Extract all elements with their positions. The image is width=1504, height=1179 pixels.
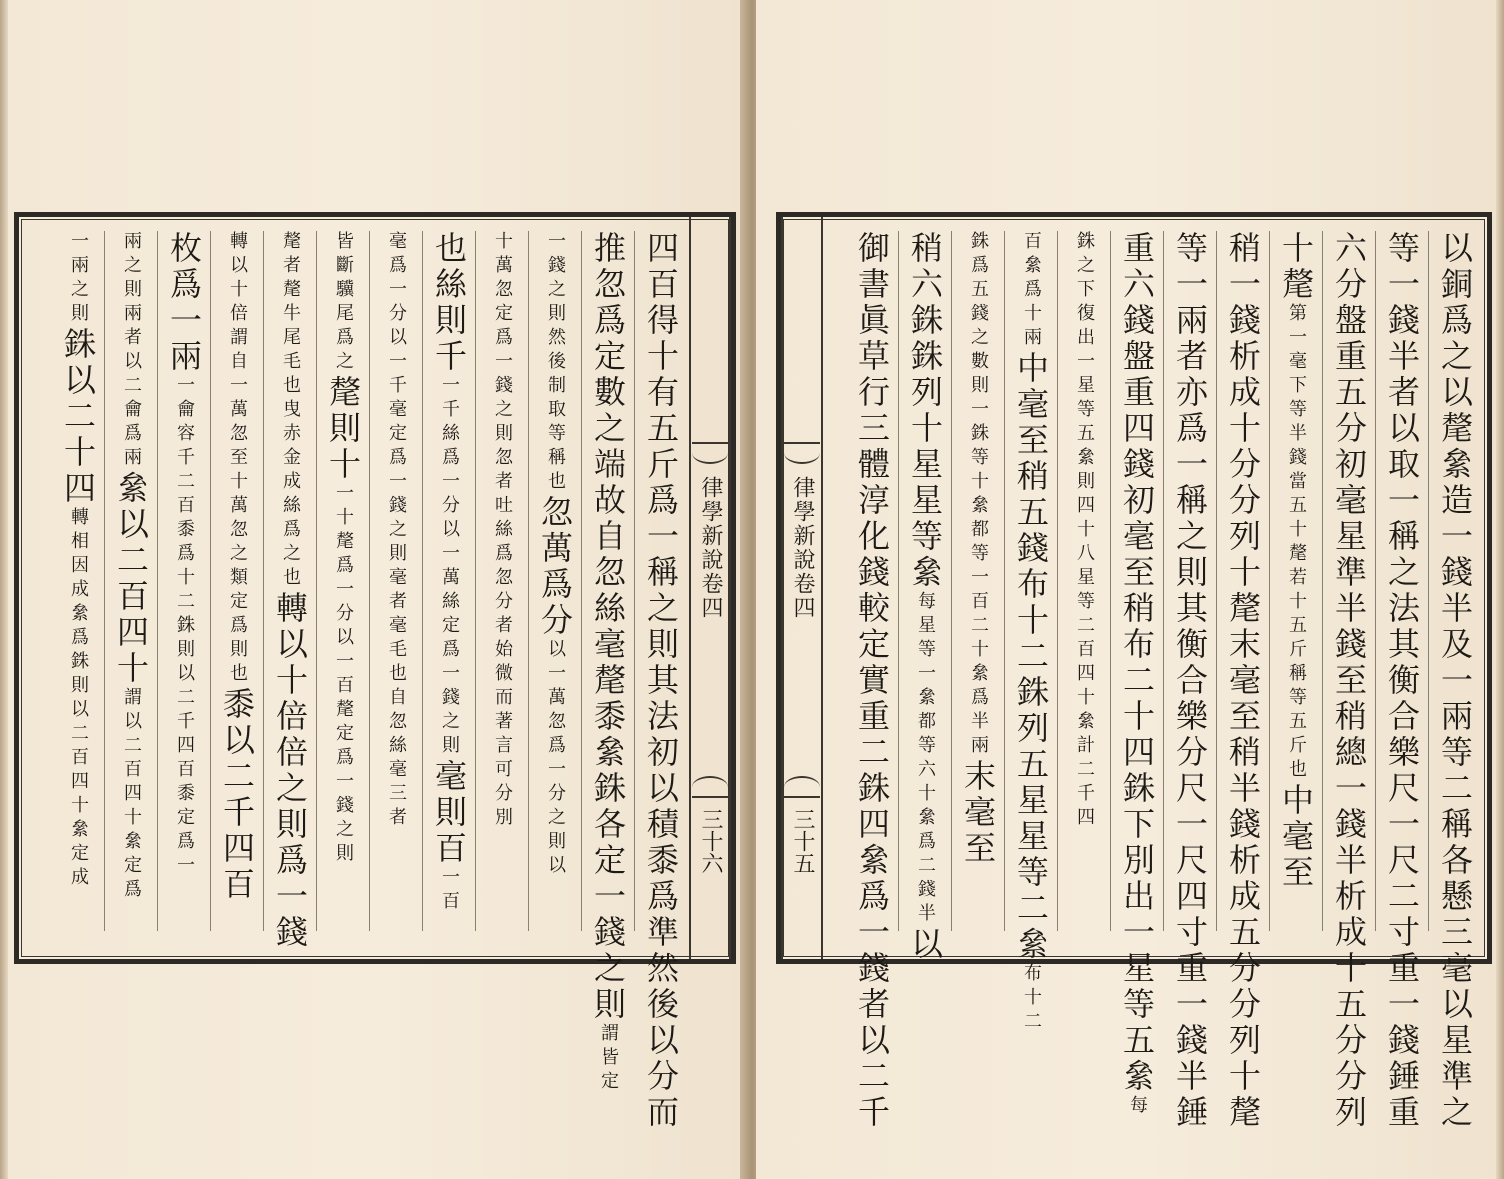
annotation-text: 一錢之則然後制取等稱也 [545, 231, 566, 495]
left-page-column [316, 231, 369, 931]
main-text: 推忽爲定數之端故自忽絲毫氂黍絫銖各定一錢之則 [589, 231, 627, 1023]
main-text: 重六錢盤重四錢初毫至稍布二十四銖下別出一星等五絫 [1118, 231, 1156, 1095]
fish-tail-top-icon [784, 442, 820, 464]
main-text: 六分盤重五分初毫星準半錢至稍總一錢半析成十五分分列 [1330, 231, 1368, 1131]
right-page-frame [776, 212, 1492, 1131]
annotation-text: 一千絲爲一分以一萬絲定爲一錢之則 [439, 375, 460, 759]
main-text: 銖以二十四 [59, 327, 97, 507]
main-text: 黍以二千四百 [218, 687, 256, 903]
annotation-text: 布十二 [1021, 963, 1042, 1035]
main-text: 毫則百 [430, 759, 468, 867]
annotation-text: 第一毫下等半錢當五十氂若十五斤稱等五斤也 [1286, 303, 1307, 783]
left-page-column [104, 231, 157, 931]
annotation-text: 十萬忽定爲一錢之則忽者吐絲爲忽分者始微而著言可分別 [492, 231, 513, 831]
right-page-edge [1496, 0, 1504, 1179]
main-text: 四百得十有五斤爲一稱之則其法初以積黍爲準然後以分而 [642, 231, 680, 1131]
fish-tail-bottom-icon [692, 776, 728, 798]
running-title-left: 律學新說卷四 [698, 476, 723, 620]
main-text: 轉以十倍倍之則爲一錢 [271, 591, 309, 951]
right-page-column [1269, 231, 1322, 931]
main-text: 十氂 [1277, 231, 1315, 303]
left-page-column [52, 231, 104, 931]
left-page-column [528, 231, 581, 931]
main-text: 稍一錢析成十分分列十氂末毫至稍半錢析成五分分列十氂 [1224, 231, 1262, 1131]
right-page-column [1375, 231, 1428, 1131]
folio-right: 三十五 [790, 808, 815, 874]
right-page-column [1004, 231, 1057, 1035]
main-text: 等一錢半者以取一稱之法其衡合樂尺一尺二寸重一錢錘重 [1383, 231, 1421, 1131]
right-page [756, 0, 1504, 1179]
right-page-column [1110, 231, 1163, 1119]
left-page-column [581, 231, 634, 1095]
left-page-column [263, 231, 316, 951]
annotation-text: 轉以十倍謂自一萬忽至十萬忽之類定爲則也 [227, 231, 248, 687]
fish-tail-bottom-icon [784, 776, 820, 798]
annotation-text: 百絫爲十兩 [1021, 231, 1042, 351]
right-page-column [1216, 231, 1269, 1131]
fish-tail-top-icon [692, 442, 728, 464]
annotation-text: 一十氂爲一分以一百氂定爲一錢之則 [333, 483, 354, 867]
main-text: 以 [906, 927, 944, 963]
main-text: 也 [430, 231, 468, 267]
right-page-column [898, 231, 951, 963]
right-banxin [781, 217, 823, 959]
left-page [0, 0, 748, 1179]
annotation-text: 銖爲五錢之數則一銖等十絫都等一百二十絫爲半兩 [968, 231, 989, 759]
annotation-text: 謂以二百四十絫定爲 [121, 687, 142, 903]
main-text: 末毫至 [959, 759, 997, 867]
folio-left: 三十六 [698, 808, 723, 874]
right-page-column [846, 231, 898, 1131]
main-text: 中毫至稍五錢布十二銖列五星星等二絫 [1012, 351, 1050, 963]
annotation-text: 皆斷驥尾爲之 [333, 231, 354, 375]
annotation-text: 每 [1127, 1095, 1148, 1119]
main-text: 枚爲一兩 [165, 231, 203, 375]
annotation-text: 謂皆定 [598, 1023, 619, 1095]
left-page-column [157, 231, 210, 931]
left-page-column [634, 231, 687, 1131]
left-page-frame [14, 212, 736, 1131]
main-text: 忽萬爲分 [536, 495, 574, 639]
left-page-text [27, 231, 687, 1131]
left-page-column [422, 231, 475, 931]
main-text: 御書眞草行三體淳化錢較定實重二銖四絫爲一錢者以二千 [853, 231, 891, 1131]
annotation-text: 毫爲一分以一千毫定爲一錢之則毫者毫毛也自忽絲毫三者 [386, 231, 407, 831]
left-page-column [369, 231, 422, 931]
main-text: 絲則千 [430, 267, 468, 375]
annotation-text: 銖之下復出一星等五絫則四十八星等二百四十絫計二千四 [1074, 231, 1095, 831]
left-page-column [475, 231, 528, 931]
main-text: 絫以二百四十 [112, 471, 150, 687]
main-text: 氂則十 [324, 375, 362, 483]
right-page-text [827, 231, 1481, 1131]
left-page-column [210, 231, 263, 931]
right-page-column [1057, 231, 1110, 931]
running-title-right: 律學新說卷四 [790, 476, 815, 620]
annotation-text: 轉相因成絫爲銖則以二百四十絫定成 [68, 507, 89, 891]
main-text: 以銅爲之以氂絫造一錢半及一兩等二稱各懸三毫以星準之 [1436, 231, 1474, 1131]
annotation-text: 兩之則兩者以二龠爲兩 [121, 231, 142, 471]
main-text: 等一兩者亦爲一稱之則其衡合樂分尺一尺四寸重一錢半錘 [1171, 231, 1209, 1131]
left-page-edge [0, 0, 8, 1179]
annotation-text: 氂者氂牛尾毛也曳赤金成絲爲之也 [280, 231, 301, 591]
left-banxin [689, 217, 731, 959]
right-page-column [951, 231, 1004, 931]
main-text: 中毫至 [1277, 783, 1315, 891]
right-page-column [1428, 231, 1481, 1131]
annotation-text: 一龠容千二百黍爲十二銖則以二千四百黍定爲一 [174, 375, 195, 879]
main-text: 稍六銖銖列十星星等絫 [906, 231, 944, 591]
annotation-text: 以一萬忽爲一分之則以 [545, 639, 566, 879]
annotation-text: 一兩之則 [68, 231, 89, 327]
annotation-text: 每星等一絫都等六十絫爲二錢半 [915, 591, 936, 927]
right-page-column [1322, 231, 1375, 1131]
annotation-text: 一百 [439, 867, 460, 915]
right-page-column [1163, 231, 1216, 1131]
